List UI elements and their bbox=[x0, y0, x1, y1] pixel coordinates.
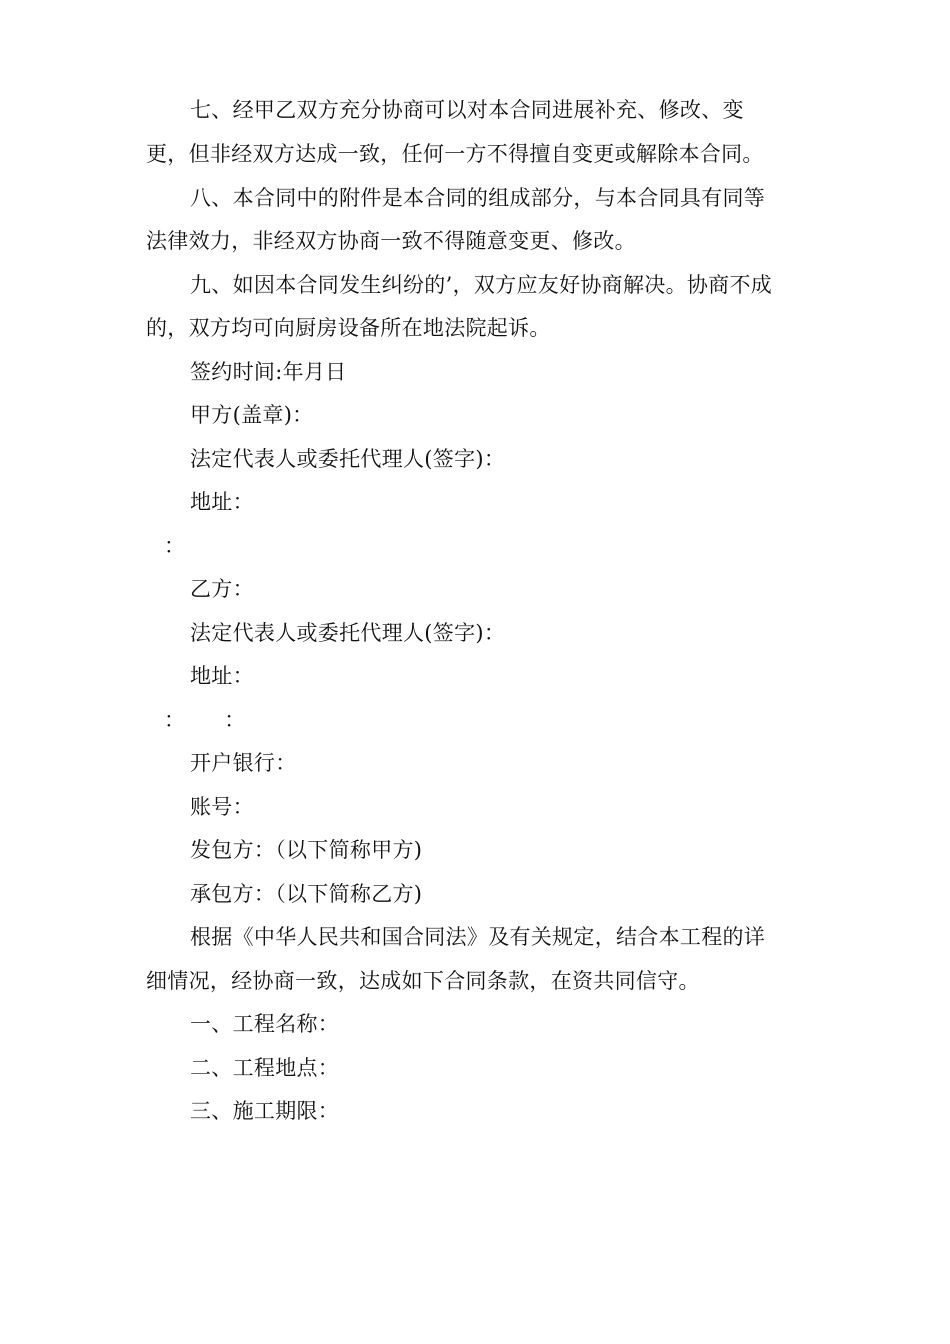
bank-account-bank: 开户银行： bbox=[190, 751, 297, 775]
party-a-address: 地址： bbox=[190, 490, 254, 514]
clause-8-line-2: 法律效力，非经双方协商一致不得随意变更、修改。 bbox=[146, 229, 636, 253]
clause-7-line-1: 七、经甲乙双方充分协商可以对本合同进展补充、修改、变 bbox=[190, 98, 744, 122]
construction-period: 三、施工期限： bbox=[190, 1099, 340, 1123]
blank-field-2: ： bbox=[224, 708, 246, 732]
party-b-address: 地址： bbox=[190, 664, 254, 688]
party-a-seal: 甲方(盖章)： bbox=[190, 403, 314, 427]
signing-time: 签约时间:年月日 bbox=[190, 360, 347, 384]
preamble-line-2: 细情况，经协商一致，达成如下合同条款，在资共同信守。 bbox=[146, 969, 700, 993]
party-b: 乙方： bbox=[190, 577, 254, 601]
clause-9-line-1: 九、如因本合同发生纠纷的’，双方应友好协商解决。协商不成 bbox=[190, 273, 773, 297]
party-a-representative: 法定代表人或委托代理人(签字)： bbox=[190, 447, 506, 471]
project-name: 一、工程名称： bbox=[190, 1012, 340, 1036]
contracting-party: 发包方：（以下简称甲方) bbox=[190, 838, 423, 862]
preamble-line-1: 根据《中华人民共和国合同法》及有关规定，结合本工程的详 bbox=[190, 925, 766, 949]
contractor-party: 承包方：（以下简称乙方) bbox=[190, 882, 423, 906]
project-location: 二、工程地点： bbox=[190, 1056, 340, 1080]
clause-8-line-1: 八、本合同中的附件是本合同的组成部分，与本合同具有同等 bbox=[190, 186, 766, 210]
clause-7-line-2: 更，但非经双方达成一致，任何一方不得擅自变更或解除本合同。 bbox=[146, 142, 764, 166]
clause-9-line-2: 的，双方均可向厨房设备所在地法院起诉。 bbox=[146, 316, 551, 340]
account-number: 账号： bbox=[190, 795, 254, 819]
blank-field-1: ： bbox=[164, 708, 186, 732]
party-b-representative: 法定代表人或委托代理人(签字)： bbox=[190, 621, 506, 645]
party-b-blank-fields bbox=[164, 706, 246, 734]
party-a-blank-field: ： bbox=[164, 534, 186, 558]
